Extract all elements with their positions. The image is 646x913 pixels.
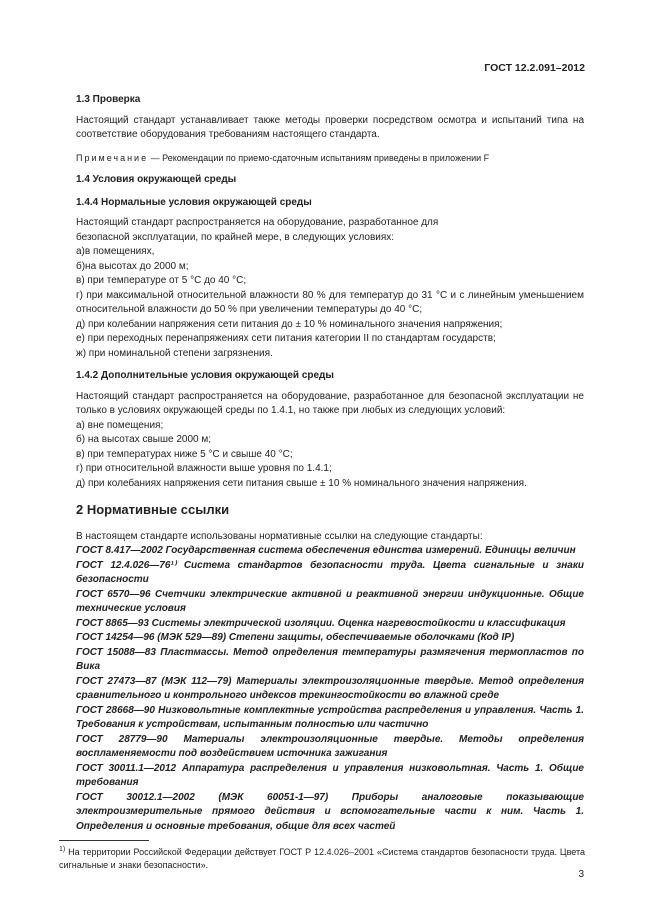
list-item: д) при колебаниях напряжения сети питания свыше ± 10 % номинального значения напряжения. [76,477,527,489]
list-item: е) при переходных перенапряжениях сети питания категории II по стандартам государств; [76,333,496,344]
reference-item: ГОСТ 14254—96 (МЭК 529—89) Степени защиты, обеспечиваемые оболочками (Код IP) [76,632,515,643]
list-item: б)на высотах до 2000 м; [76,260,189,272]
footnote-marker: 1) [59,846,66,853]
doc-code-header: ГОСТ 12.2.091–2012 [484,62,585,74]
list-item: б) на высотах свыше 2000 м; [76,434,211,445]
list-item: в) при температуре от 5 °С до 40 °С; [76,275,247,286]
note [76,151,584,166]
reference-item: ГОСТ 28779—90 Материалы электроизоляционные твердые. Методы определения воспламеняемости под воздействием источника зажигания [76,733,584,759]
reference-item: ГОСТ 6570—96 Счетчики электрические активной и реактивной энергии индукционные. Общие технические условия [76,588,584,614]
reference-item: ГОСТ 8865—93 Системы электрической изоляции. Оценка нагревостойкости и классификация [76,617,566,629]
section-1-4-title: 1.4 Условия окружающей среды [76,174,237,185]
list-item: а) вне помещения; [76,419,164,431]
section-2-title: 2 Нормативные ссылки [76,502,230,517]
footnote-text: На территории Российской Федерации действует ГОСТ Р 12.4.026–2001 «Система стандартов безопасности труда. Цвета сигнальные и знаки безопасности». [59,847,585,870]
section-1-4-2-title: 1.4.2 Дополнительные условия окружающей среды [76,370,334,381]
note-text: — Рекомендации по приемо-сдаточным испытаниям приведены в приложении F [150,152,490,163]
reference-item: ГОСТ 30011.1—2012 Аппаратура распределения и управления низковольтная. Часть 1. Общие требования [76,762,584,788]
page-number: 3 [578,869,584,880]
section-1-4-2-intro: Настоящий стандарт распространяется на оборудование, разработанное для безопасной эксплуатации не только в условиях окружающей среды по 1.4.1, но также при любых из следующих условий: [76,390,584,416]
reference-item: ГОСТ 27473—87 (МЭК 112—79) Материалы электроизоляционные твердые. Метод определения сравнительного и контрольного индексов трекингостойкости во влажной среде [76,675,584,701]
section-2-intro: В настоящем стандарте использованы нормативные ссылки на следующие стандарты: [76,530,483,542]
list-item: в) при температурах ниже 5 °С и свыше 40 °С; [76,448,293,460]
list-item: д) при колебании напряжения сети питания до ± 10 % номинального значения напряжения; [76,318,503,330]
reference-item: ГОСТ 12.4.026—76¹⁾ Система стандартов безопасности труда. Цвета сигнальные и знаки безопасности [76,559,584,585]
list-item: г) при максимальной относительной влажности 80 % для температур до 31 °С и с линейным уменьшением относительной влажности до 50 % при увеличении температуры до 40 °С; [76,289,584,315]
list-item: ж) при номинальной степени загрязнения. [76,347,273,359]
section-1-4-4-intro-1: Настоящий стандарт распространяется на оборудование, разработанное для [76,217,439,228]
section-1-4-4-title: 1.4.4 Нормальные условия окружающей среды [76,196,312,208]
page-content [76,93,584,834]
note-label: Примечание [76,152,149,163]
list-item: а)в помещениях, [76,246,155,257]
list-item: г) при относительной влажности выше уровня по 1.4.1; [76,463,332,474]
reference-item: ГОСТ 15088—83 Пластмассы. Метод определения температуры размягчения термопластов по Вика [76,646,584,672]
section-1-3-paragraph: Настоящий стандарт устанавливает также методы проверки посредством осмотра и испытаний типа на соответствие оборудования требованиям настоящего стандарта. [76,114,584,140]
footnote [59,843,585,872]
reference-item: ГОСТ 30012.1—2002 (МЭК 60051-1—97) Приборы аналоговые показывающие электроизмерительные прямого действия и вспомогательные части к ним. Часть 1. Определения и основные требования, общие для всех частей [76,791,584,832]
reference-item: ГОСТ 8.417—2002 Государственная система обеспечения единства измерений. Единицы величин [76,545,576,556]
reference-item: ГОСТ 28668—90 Низковольтные комплектные устройства распределения и управления. Часть 1. Требования к устройствам, испытанным полностью или частично [76,704,584,730]
section-1-3-title: 1.3 Проверка [76,94,141,105]
section-1-4-4-intro-2: безопасной эксплуатации, по крайней мере, в следующих условиях: [76,231,395,243]
footnote-divider [59,840,149,841]
